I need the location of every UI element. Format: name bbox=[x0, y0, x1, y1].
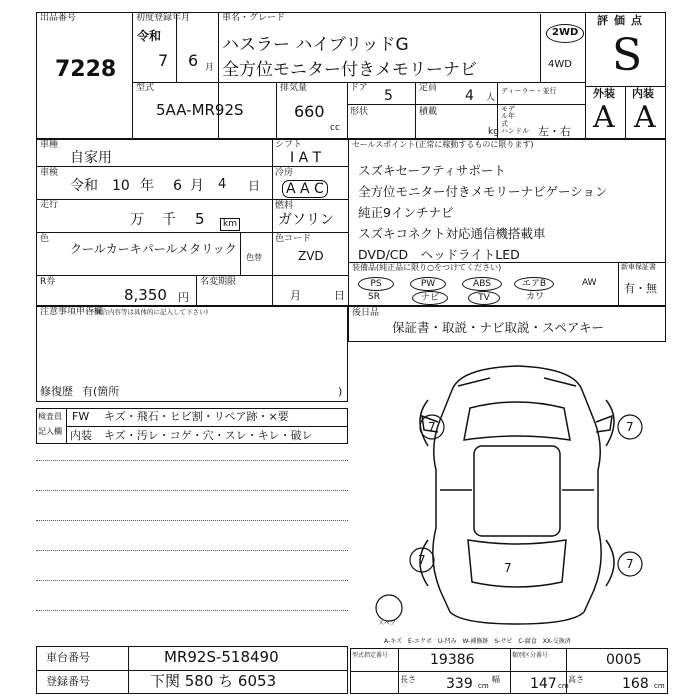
category-number-label: 類別区分番号 bbox=[512, 652, 549, 659]
score-label: 評価点 bbox=[597, 14, 648, 27]
color-label: 色 bbox=[40, 234, 50, 244]
dealer-label: ディーラー・並行 bbox=[501, 87, 557, 95]
model-value: 5AA-MR92S bbox=[156, 101, 244, 119]
fw-text: キズ・飛石・ヒビ割・リペア跡・×要 bbox=[104, 410, 289, 423]
shift-value: I A T bbox=[290, 150, 322, 166]
equipment-label: 装備品(純正品に限り○をつけてください) bbox=[352, 263, 502, 272]
sales-point-item: スズキセーフティサポート bbox=[358, 163, 506, 178]
equipment-airbag: エアB bbox=[514, 277, 554, 291]
color-value: クールカーキパールメタリック bbox=[70, 242, 237, 256]
registration-label: 登録番号 bbox=[46, 675, 90, 688]
equipment-abs: ABS bbox=[462, 277, 502, 291]
spare-label: スペア bbox=[378, 620, 397, 627]
name-change-label: 名変期限 bbox=[200, 277, 237, 287]
equipment-ps: PS bbox=[358, 277, 394, 291]
handle-value: 左・右 bbox=[538, 125, 571, 138]
handle-label: ハンドル bbox=[501, 127, 529, 135]
fw-label: FW bbox=[72, 410, 90, 423]
repair-value: 有(箇所 bbox=[82, 385, 120, 398]
car-diagram bbox=[372, 350, 662, 630]
damage-code: 7 bbox=[626, 420, 634, 434]
inspection-era: 令和 bbox=[70, 178, 98, 194]
repair-close: ) bbox=[338, 385, 343, 398]
fuel-label: 燃料 bbox=[275, 201, 294, 211]
interior-inspection-text: キズ・汚レ・コゲ・穴・スレ・キレ・破レ bbox=[104, 429, 313, 442]
doors-value: 5 bbox=[384, 88, 393, 104]
new-car-warranty-label: 新車保証書 bbox=[621, 263, 656, 271]
interior-inspection-label: 内装 bbox=[70, 429, 92, 442]
car-name-label: 車名・グレード bbox=[222, 13, 286, 23]
first-registration-year: 7 bbox=[158, 51, 169, 70]
height-value: 168 bbox=[622, 676, 649, 692]
recycle-yen: 円 bbox=[178, 291, 189, 304]
car-name: ハスラー ハイブリッドG bbox=[222, 35, 409, 55]
displacement-label: 排気量 bbox=[280, 83, 308, 93]
capacity-label: 定員 bbox=[419, 83, 438, 93]
color-code-label: 色コード bbox=[275, 234, 312, 244]
ac-value: A A C bbox=[282, 180, 328, 198]
equipment-tv: TV bbox=[468, 291, 500, 305]
equipment-sr: SR bbox=[368, 292, 380, 302]
use-label: 車種 bbox=[40, 140, 59, 150]
interior-label: 内装 bbox=[632, 87, 654, 100]
first-registration-era: 令和 bbox=[137, 29, 162, 43]
exterior-grade: A bbox=[593, 100, 615, 135]
drive-2wd: 2WD bbox=[546, 24, 584, 43]
name-change-month-unit: 月 bbox=[290, 289, 301, 302]
damage-code: 7 bbox=[428, 420, 436, 434]
score-value: S bbox=[612, 30, 643, 81]
capacity-unit: 人 bbox=[486, 93, 496, 103]
type-number: 19386 bbox=[430, 652, 475, 668]
new-car-warranty-value: 有・無 bbox=[624, 282, 657, 295]
load-label: 積載 bbox=[419, 107, 438, 117]
lot-number: 7228 bbox=[55, 57, 117, 82]
first-registration-label: 初度登録年月 bbox=[136, 13, 191, 23]
interior-grade: A bbox=[634, 100, 656, 135]
remarks-sub: (不具合内容等は具体的に記入して下さい) bbox=[86, 308, 209, 316]
sales-point-item: 全方位モニター付きメモリーナビゲーション bbox=[358, 184, 608, 199]
length-label: 長さ bbox=[400, 675, 416, 684]
drive-4wd: 4WD bbox=[548, 59, 572, 70]
displacement-value: 660 bbox=[294, 102, 325, 121]
first-registration-month: 6 bbox=[188, 51, 199, 70]
fuel-value: ガソリン bbox=[278, 212, 334, 228]
color-change-label: 色替 bbox=[246, 253, 262, 262]
spare-tire bbox=[376, 595, 402, 621]
name-change-day-unit: 日 bbox=[334, 289, 345, 302]
category-number: 0005 bbox=[606, 652, 642, 668]
chassis-label: 車台番号 bbox=[46, 651, 90, 664]
damage-code: 7 bbox=[626, 557, 634, 571]
equipment-navi: ナビ bbox=[412, 291, 448, 305]
inspection-day-unit: 日 bbox=[248, 179, 261, 193]
mileage-unit: km bbox=[220, 218, 240, 231]
damage-code: 7 bbox=[504, 561, 512, 575]
inspection-year: 10 bbox=[112, 178, 130, 194]
sales-point-item: スズキコネクト対応通信機搭載車 bbox=[358, 226, 546, 241]
recycle-value: 8,350 bbox=[124, 286, 167, 304]
length-value: 339 bbox=[446, 676, 473, 692]
mileage-value: 5 bbox=[195, 210, 205, 228]
inspector-label-2: 記入欄 bbox=[38, 427, 62, 436]
color-code-value: ZVD bbox=[298, 249, 324, 263]
width-unit: cm bbox=[558, 682, 569, 690]
inspection-day: 4 bbox=[218, 177, 227, 192]
mileage-sen: 千 bbox=[162, 212, 176, 228]
chassis-number: MR92S-518490 bbox=[164, 648, 279, 666]
load-kg-label: kg bbox=[488, 127, 499, 137]
remarks-label: 注意事項申告欄 bbox=[40, 307, 104, 317]
equipment-aw: AW bbox=[582, 278, 597, 288]
exterior-label: 外装 bbox=[593, 87, 615, 100]
mileage-label: 走行 bbox=[40, 200, 59, 210]
car-grade: 全方位モニター付きメモリーナビ bbox=[222, 60, 477, 80]
shift-label: シフト bbox=[275, 140, 303, 150]
registration-number: 下関 580 ち 6053 bbox=[150, 672, 277, 690]
height-label: 高さ bbox=[568, 675, 584, 684]
sales-point-item: DVD/CD ヘッドライトLED bbox=[358, 247, 520, 262]
inspector-label-1: 検査員 bbox=[38, 412, 62, 421]
sales-point-label: セールスポイント(正常に稼動するものに限ります) bbox=[352, 140, 534, 149]
model-label: 型式 bbox=[136, 83, 155, 93]
legend: A-キズ E-エクボ U-凹み W-補修跡 S-サビ C-腐食 XX-交換済 bbox=[384, 638, 571, 645]
lot-number-label: 出品番号 bbox=[40, 13, 77, 23]
equipment-pw: PW bbox=[410, 277, 446, 291]
model-year-label: モデル年式 bbox=[501, 105, 515, 128]
displacement-unit: cc bbox=[330, 123, 340, 133]
mileage-man: 万 bbox=[130, 212, 144, 228]
recycle-label: R券 bbox=[40, 277, 56, 287]
inspection-month: 6 bbox=[173, 178, 182, 194]
repair-label: 修復歴 bbox=[40, 385, 73, 398]
note-text: 保証書・取説・ナビ取説・スペアキー bbox=[392, 320, 605, 335]
note-label: 後日品 bbox=[352, 308, 380, 318]
sales-point-item: 純正9インチナビ bbox=[358, 205, 454, 220]
use-value: 自家用 bbox=[70, 150, 112, 166]
inspection-month-unit: 月 bbox=[190, 178, 204, 194]
shape-label: 形状 bbox=[350, 107, 369, 117]
month-unit: 月 bbox=[205, 63, 215, 73]
width-value: 147 bbox=[530, 676, 557, 692]
doors-label: ドア bbox=[350, 83, 368, 93]
length-unit: cm bbox=[478, 682, 489, 690]
inspection-label: 車検 bbox=[40, 168, 59, 178]
inspection-year-unit: 年 bbox=[140, 178, 154, 194]
type-number-label: 型式指定番号 bbox=[352, 652, 389, 659]
capacity-value: 4 bbox=[465, 88, 474, 104]
ac-label: 冷房 bbox=[275, 168, 294, 178]
damage-code: 7 bbox=[418, 553, 426, 567]
width-label: 幅 bbox=[492, 675, 500, 684]
equipment-leather: カワ bbox=[526, 292, 545, 302]
height-unit: cm bbox=[654, 682, 665, 690]
